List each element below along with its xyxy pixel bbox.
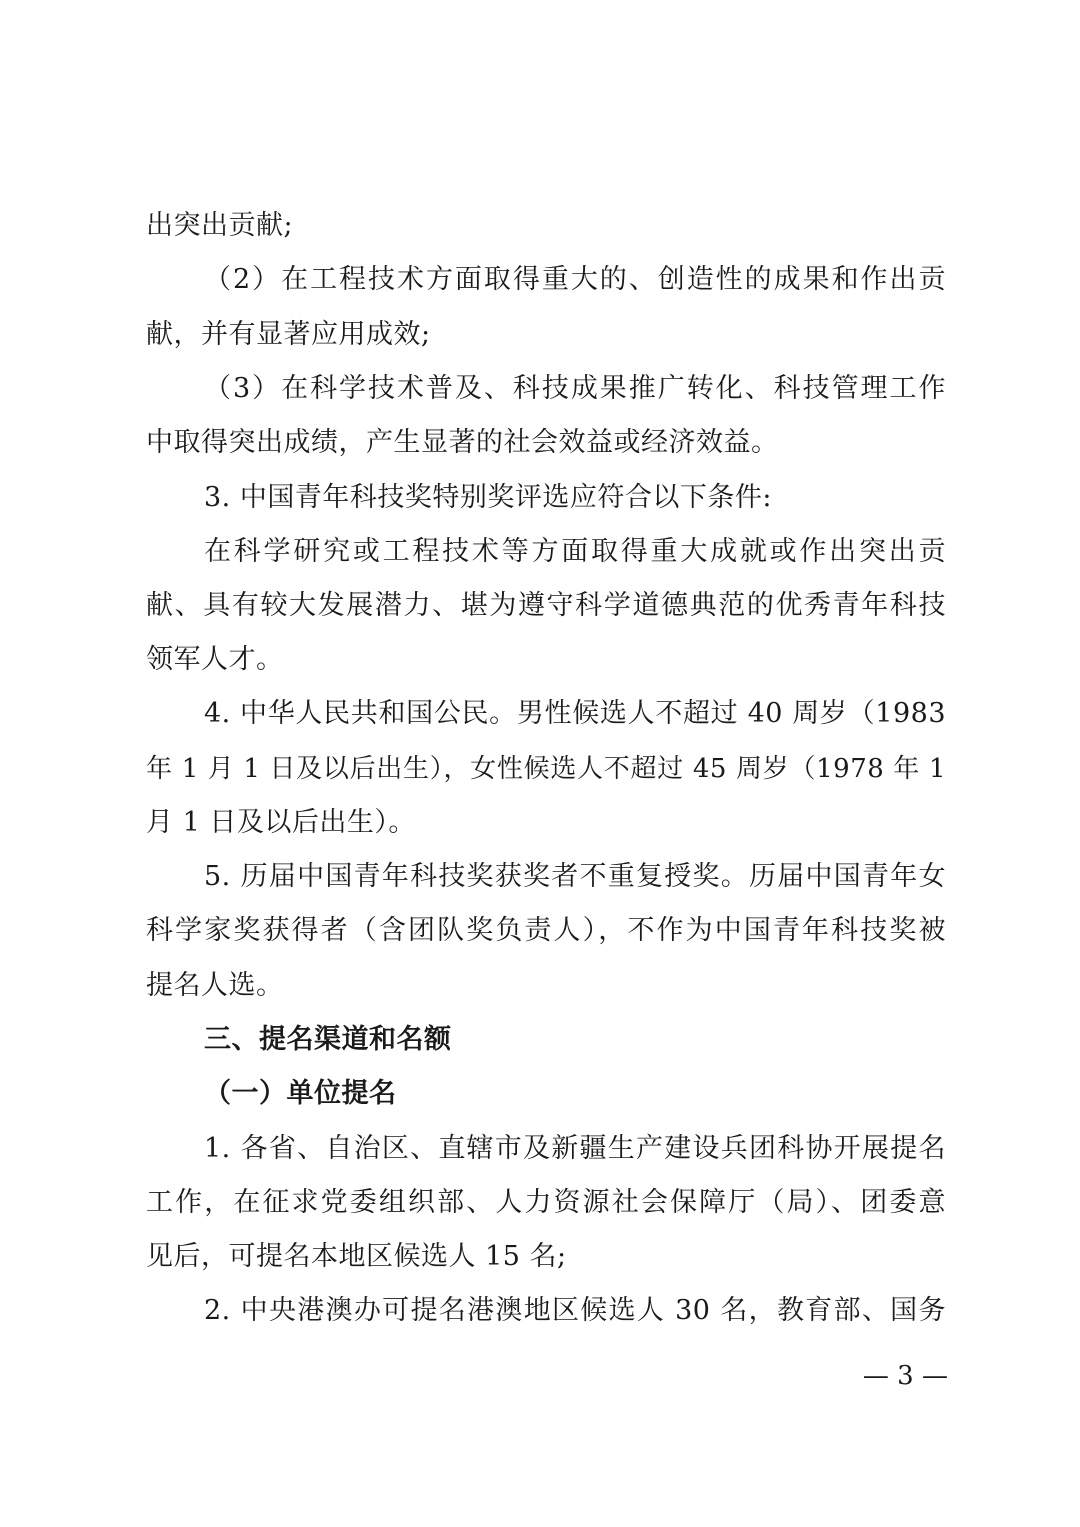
text-line: 工作，在征求党委组织部、人力资源社会保障厅（局）、团委意 <box>146 1187 946 1218</box>
text-line: （2）在工程技术方面取得重大的、创造性的成果和作出贡 <box>204 264 946 295</box>
text-line: 年 1 月 1 日及以后出生），女性候选人不超过 45 周岁（1978 年 1 <box>146 754 946 784</box>
text-line: 献，并有显著应用成效; <box>146 319 431 350</box>
text-line: 5. 历届中国青年科技奖获奖者不重复授奖。历届中国青年女 <box>204 861 946 892</box>
text-line: 1. 各省、自治区、直辖市及新疆生产建设兵团科协开展提名 <box>204 1133 946 1164</box>
text-line: 3. 中国青年科技奖特别奖评选应符合以下条件: <box>204 482 772 513</box>
page-number: — 3 — <box>862 1361 948 1391</box>
text-line: 2. 中央港澳办可提名港澳地区候选人 30 名，教育部、国务 <box>204 1295 946 1326</box>
subsection-heading: （一）单位提名 <box>204 1078 397 1109</box>
text-line: 月 1 日及以后出生）。 <box>146 807 416 838</box>
text-line: 中取得突出成绩，产生显著的社会效益或经济效益。 <box>146 427 779 458</box>
text-line: 科学家奖获得者（含团队奖负责人），不作为中国青年科技奖被 <box>146 915 946 946</box>
section-heading: 三、提名渠道和名额 <box>204 1024 452 1055</box>
text-line: 4. 中华人民共和国公民。男性候选人不超过 40 周岁（1983 <box>204 698 946 729</box>
text-line: 出突出贡献; <box>146 210 294 241</box>
text-line: 在科学研究或工程技术等方面取得重大成就或作出突出贡 <box>204 536 946 567</box>
text-line: 领军人才。 <box>146 644 284 675</box>
text-line: （3）在科学技术普及、科技成果推广转化、科技管理工作 <box>204 373 946 404</box>
text-line: 提名人选。 <box>146 970 284 1001</box>
text-line: 献、具有较大发展潜力、堪为遵守科学道德典范的优秀青年科技 <box>146 590 946 621</box>
text-line: 见后，可提名本地区候选人 15 名; <box>146 1241 567 1272</box>
